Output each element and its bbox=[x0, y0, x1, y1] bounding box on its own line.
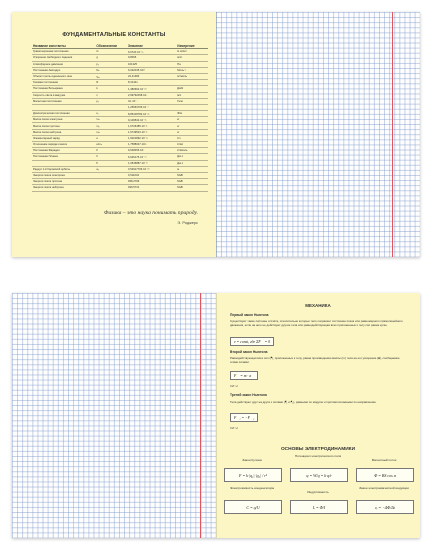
constant-unit: м/с bbox=[176, 92, 208, 98]
constant-unit: Гн/м bbox=[176, 98, 208, 104]
margin-line bbox=[392, 12, 393, 257]
magnetic-flux-formula: Φ = BS cos α bbox=[356, 468, 414, 482]
quote-author: Э. Роджерс bbox=[177, 220, 198, 225]
constant-unit: Н·м²/кг² bbox=[176, 49, 208, 55]
notebook-top-spread bbox=[12, 12, 420, 257]
electrodynamics-title: ОСНОВЫ ЭЛЕКТРОДИНАМИКИ bbox=[280, 447, 356, 452]
constant-symbol: p₀ bbox=[95, 61, 127, 67]
constant-unit: м bbox=[176, 166, 208, 172]
constants-title: ФУНДАМЕНТАЛЬНЫЕ КОНСТАНТЫ bbox=[62, 32, 166, 38]
law3-title: Третий закон Ньютона bbox=[230, 393, 267, 397]
margin-line bbox=[200, 293, 201, 538]
constant-symbol: mₑ bbox=[95, 117, 127, 123]
header-value: Значение bbox=[127, 43, 176, 49]
fold-shadow bbox=[216, 12, 217, 257]
inductance-formula: L = Φ/I bbox=[290, 500, 348, 514]
constant-symbol: ε₀ bbox=[95, 111, 127, 117]
constant-name: Масса покоя электрона bbox=[32, 117, 95, 123]
constant-symbol: Nₐ bbox=[95, 67, 127, 73]
header-name: Название константы bbox=[32, 43, 95, 49]
constant-name: Энергия покоя нейтрона bbox=[32, 185, 95, 191]
constant-symbol: c bbox=[95, 92, 127, 98]
constants-page bbox=[12, 12, 216, 257]
constants-table-body bbox=[32, 49, 208, 191]
constant-value: 939,5731 bbox=[127, 185, 176, 191]
constant-name: Энергия покоя электрона bbox=[32, 172, 95, 178]
constant-value: 8,31441 bbox=[127, 80, 176, 86]
constant-unit: м/с² bbox=[176, 55, 208, 61]
constant-name: Масса покоя протона bbox=[32, 123, 95, 129]
constant-unit: МэВ bbox=[176, 179, 208, 185]
constant-symbol: ħ bbox=[95, 160, 127, 166]
constant-name: Диэлектрическая постоянная bbox=[32, 111, 95, 117]
constant-name: Атмосферное давление bbox=[32, 61, 95, 67]
constant-symbol: e/mₑ bbox=[95, 142, 127, 148]
law2-si: СИ: Н bbox=[230, 384, 238, 388]
law2-formula: F⃗ = m · a⃗ bbox=[230, 371, 258, 380]
law2-title: Второй закон Ньютона bbox=[230, 350, 268, 354]
law3-si: СИ: Н bbox=[230, 426, 238, 430]
constant-unit: м³/моль bbox=[176, 73, 208, 79]
constant-symbol: R bbox=[95, 80, 127, 86]
coulomb-formula: F = k·|q₁|·|q₂| / r² bbox=[224, 468, 282, 482]
constant-symbol: μ₀ bbox=[95, 98, 127, 104]
constant-symbol: e bbox=[95, 135, 127, 141]
constant-unit: Кл bbox=[176, 135, 208, 141]
constant-symbol: mₙ bbox=[95, 129, 127, 135]
constant-unit: Кл/кг bbox=[176, 142, 208, 148]
constant-unit: Па bbox=[176, 61, 208, 67]
constant-name: Магнитная постоянная bbox=[32, 98, 95, 104]
header-unit: Измерение bbox=[176, 43, 208, 49]
constant-symbol: G bbox=[95, 49, 127, 55]
law3-formula: F⃗₁ = −F⃗₂ bbox=[230, 413, 258, 422]
grid-page-bottom-left bbox=[12, 293, 216, 538]
law1-text: Существуют такие системы отсчёта, относительно которых тело сохраняет состояние покоя или равномерного прямолинейного движения, если на него не действуют другие тела или равнодействующая всех приложенных к телу сил равна нулю. bbox=[230, 319, 403, 327]
constant-value: 1,6021892·10⁻¹⁹ bbox=[127, 135, 176, 141]
constant-value: 1,6726485·10⁻²⁷ bbox=[127, 123, 176, 129]
constants-table bbox=[32, 43, 208, 192]
constant-unit: МэВ bbox=[176, 185, 208, 191]
induction-label: Закон электромагнитной индукции bbox=[359, 486, 409, 490]
constant-symbol: F bbox=[95, 148, 127, 154]
constant-value: 9,648456·10⁴ bbox=[127, 148, 176, 154]
constant-unit: Дж·с bbox=[176, 160, 208, 166]
potential-label: Потенциал электрического поля bbox=[294, 454, 342, 458]
constant-unit: Моль⁻¹ bbox=[176, 67, 208, 73]
constant-value: 1,7588047·10¹¹ bbox=[127, 142, 176, 148]
quote: Физика – это наука понимать природу. bbox=[103, 210, 198, 216]
notebook-bottom-spread bbox=[12, 293, 420, 538]
constant-symbol: g bbox=[95, 55, 127, 61]
constant-name: Гравитационная постоянная bbox=[32, 49, 95, 55]
constant-symbol: mₚ bbox=[95, 123, 127, 129]
constant-unit: кг bbox=[176, 123, 208, 129]
constant-value: 938,2796 bbox=[127, 179, 176, 185]
grid-page-top-right bbox=[216, 12, 420, 257]
constant-value: 8,85418782·10⁻¹² bbox=[127, 111, 176, 117]
capacitance-formula: C = q/U bbox=[224, 500, 282, 514]
table-row bbox=[32, 185, 208, 191]
constant-value: 0,52917706·10⁻¹⁰ bbox=[127, 166, 176, 172]
constant-name: Ускорение свободного падения bbox=[32, 55, 95, 61]
header-symbol: Обозначение bbox=[95, 43, 127, 49]
constant-value: 1,6749543·10⁻²⁷ bbox=[127, 129, 176, 135]
constant-symbol: a₀ bbox=[95, 166, 127, 172]
law2-text: Равнодействующая всех сил (F⃗), приложенных к телу, равна произведению массы (m) тела на его ускорение (a⃗), сообщаемое этими силами. bbox=[230, 356, 400, 364]
constant-value: 6,626176·10⁻³⁴ bbox=[127, 154, 176, 160]
constant-name: Радиус 1-й боровской орбиты bbox=[32, 166, 95, 172]
constant-value: 2,99792458·10⁸ bbox=[127, 92, 176, 98]
constant-value: 101325 bbox=[127, 61, 176, 67]
constant-name: Постоянная Авогадро bbox=[32, 67, 95, 73]
constant-unit: МэВ bbox=[176, 172, 208, 178]
law3-text: Тела действуют друг на друга с силами (F⃗₁ и F⃗₂), равными по модулю и противоположными по направлению. bbox=[230, 400, 377, 404]
constant-unit: кг bbox=[176, 117, 208, 123]
constant-name: Масса покоя нейтрона bbox=[32, 129, 95, 135]
magnetic-flux-label: Магнитный поток bbox=[371, 458, 397, 462]
constant-value: 9,8066 bbox=[127, 55, 176, 61]
constant-unit: Кл/моль bbox=[176, 148, 208, 154]
constant-symbol: k bbox=[95, 86, 127, 92]
constant-unit: Дж/К bbox=[176, 86, 208, 92]
constant-value: 6,022045·10²³ bbox=[127, 67, 176, 73]
constant-value: 1,380662·10⁻²³ bbox=[127, 86, 176, 92]
constant-value: 1,0545887·10⁻³⁴ bbox=[127, 160, 176, 166]
constant-value: 6,6720·10⁻¹¹ bbox=[127, 49, 176, 55]
law1-title: Первый закон Ньютона bbox=[230, 313, 269, 317]
constant-symbol: h bbox=[95, 154, 127, 160]
constant-name: Отношение заряда к массе bbox=[32, 142, 95, 148]
constant-name: Энергия покоя протона bbox=[32, 179, 95, 185]
constant-unit: кг bbox=[176, 129, 208, 135]
fold-shadow bbox=[216, 293, 217, 538]
coulomb-label: Закон Кулона bbox=[242, 458, 262, 462]
constant-name: Постоянная Фарадея bbox=[32, 148, 95, 154]
constant-name: Газовая постоянная bbox=[32, 80, 95, 86]
capacitance-label: Электроёмкость конденсатора bbox=[229, 486, 275, 490]
law1-formula: v = const, где ΣF⃗ = 0 bbox=[230, 337, 274, 346]
inductance-label: Индуктивность bbox=[307, 490, 329, 494]
constant-name: Постоянная Больцмана bbox=[32, 86, 95, 92]
physics-formulas-page bbox=[216, 293, 420, 538]
potential-formula: φ = W/q = k·q/r bbox=[290, 468, 348, 482]
constant-value: 0,511034 bbox=[127, 172, 176, 178]
constant-unit: Ф/м bbox=[176, 111, 208, 117]
constant-name: Объём 1 моль идеального газа bbox=[32, 73, 95, 79]
constant-value: 4π·10⁻⁷ bbox=[127, 98, 176, 104]
mechanics-title: МЕХАНИКА bbox=[305, 303, 331, 308]
constant-name: Скорость света в вакууме bbox=[32, 92, 95, 98]
constant-symbol: Vₘ bbox=[95, 73, 127, 79]
constant-name: Элементарный заряд bbox=[32, 135, 95, 141]
constant-value: 9,109534·10⁻³¹ bbox=[127, 117, 176, 123]
constant-name: Постоянная Планка bbox=[32, 154, 95, 160]
constant-unit: Дж·с bbox=[176, 154, 208, 160]
constant-symbol bbox=[95, 185, 127, 191]
induction-formula: εᵢ = −ΔΦ/Δt bbox=[356, 500, 414, 514]
constant-value: 1,25663706·10⁻⁶ bbox=[127, 104, 176, 110]
constant-value: 22,41383 bbox=[127, 73, 176, 79]
